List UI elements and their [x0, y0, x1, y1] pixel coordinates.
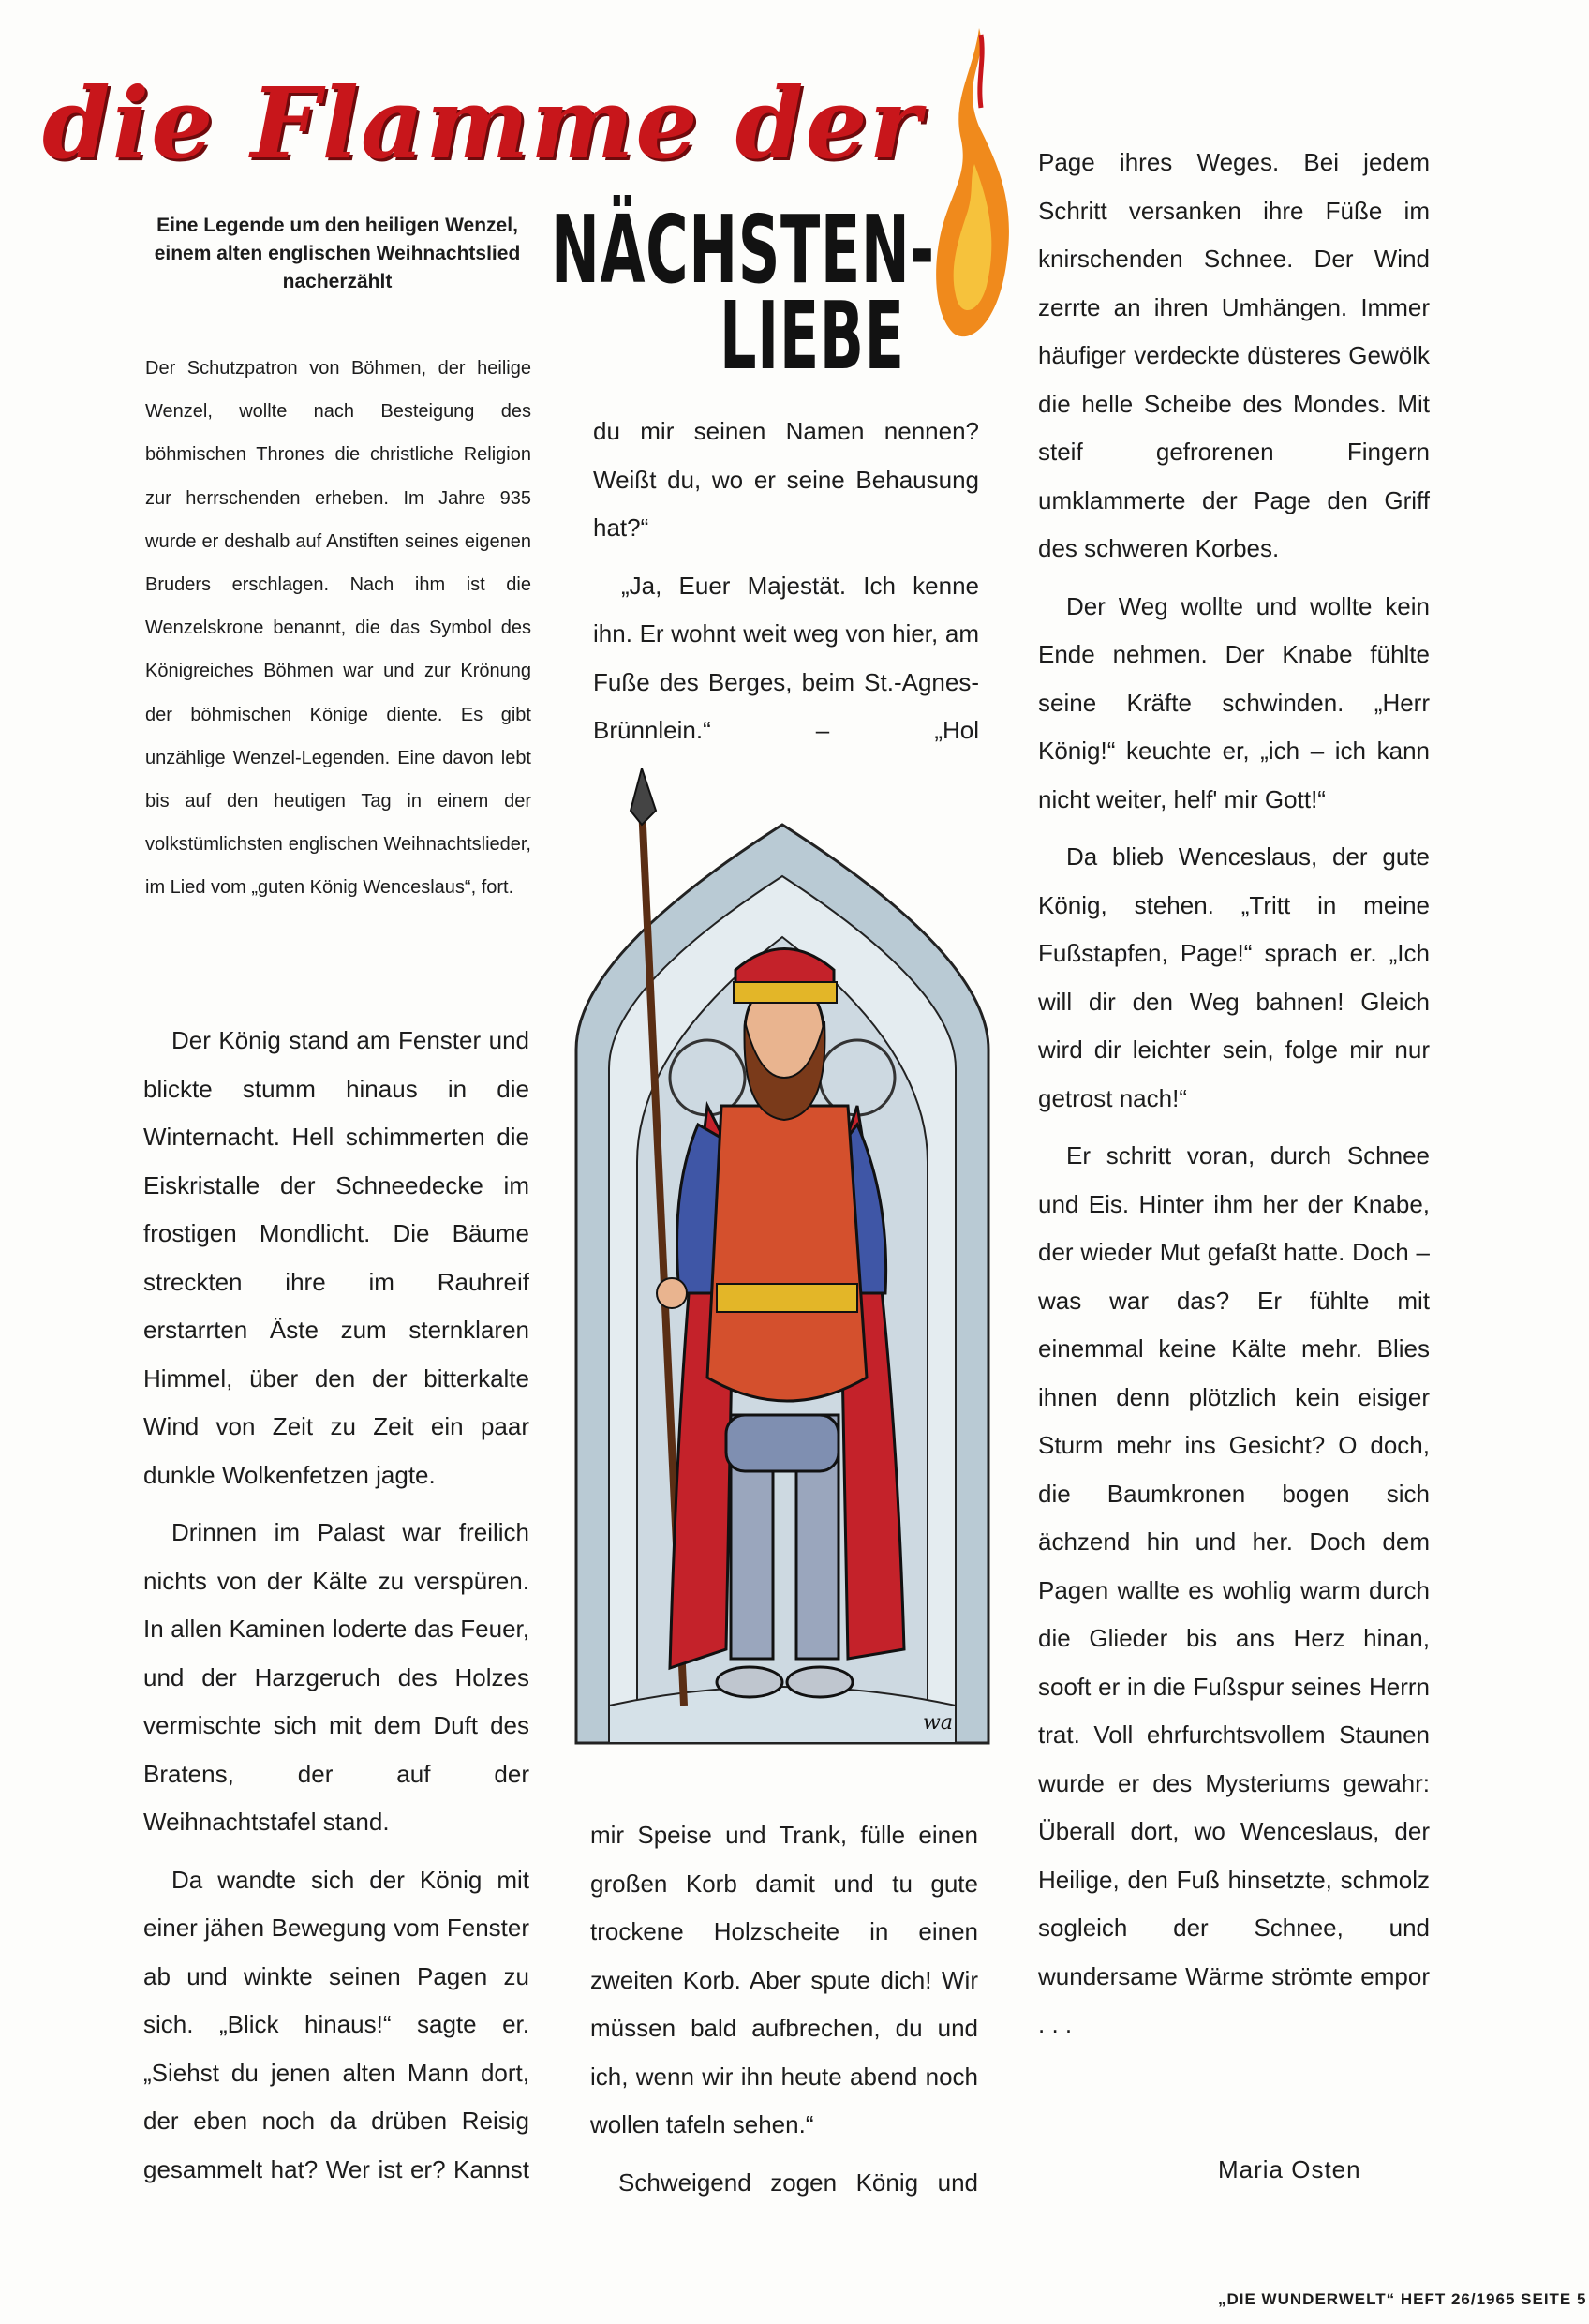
paragraph: „Ja, Euer Majestät. Ich kenne ihn. Er wohnt weit weg von hier, am Fuße des Berges, beim St.-Agnes-Brünnlein.“ – „Hol	[593, 571, 979, 744]
author-name: Maria Osten	[1218, 2155, 1361, 2183]
column-2-top	[593, 408, 979, 765]
column-3	[1038, 139, 1430, 2059]
paragraph: Er schritt voran, durch Schnee und Eis. Hinter ihm her der Knabe, der wieder Mut gefaßt hatte. Doch – was war das? Er fühlte mit einemmal keine Kälte mehr. Blies ihnen denn plötzlich kein eisiger Sturm mehr ins Gesicht? O doch, die Baumkronen bogen sich ächzend hin und her. Doch dem Pagen wallte es wohlig warm durch die Glieder bis ans Herz hinan, sooft er in die Fußspur seines Herrn trat. Voll ehrfurchtsvollem Staunen wurde er des Mysteriums gewahr: Überall dort, wo Wenceslaus, der Heilige, den Fuß hinsetzte, schmolz sogleich der Schnee, und wundersame Wärme strömte empor . . .	[1038, 1141, 1430, 2038]
paragraph: Der König stand am Fenster und blickte stumm hinaus in die Winternacht. Hell schimmerten die Eiskristalle der Schneedecke im frostigen Mondlicht. Die Bäume streckten ihre im Rauhreif erstarrten Äste zum sternklaren Himmel, über den der bitterkalte Wind von Zeit zu Zeit ein paar dunkle Wolkenfetzen jagte.	[143, 1026, 529, 1489]
page-footer: „DIE WUNDERWELT“ HEFT 26/1965 SEITE 5	[1218, 2290, 1587, 2308]
column-2-bottom	[590, 1811, 978, 2216]
paragraph: mir Speise und Trank, fülle einen großen Korb damit und tu gute trockene Holzscheite in einen zweiten Korb. Aber spute dich! Wir müssen bald aufbrechen, du und ich, wenn wir ihn heute abend noch wollen tafeln sehen.“	[590, 1821, 978, 2138]
title-script: die Flamme der	[42, 66, 923, 181]
paragraph: du mir seinen Namen nennen? Weißt du, wo er seine Behausung hat?“	[593, 417, 979, 542]
paragraph: Da wandte sich der König mit einer jähen Bewegung vom Fenster ab und winkte seinen Pagen zu sich. „Blick hinaus!“ sagte er. „Siehst du jenen alten Mann dort, der eben noch da drüben Reisig gesammelt hat? Wer ist er? Kannst	[143, 1865, 529, 2183]
paragraph: Page ihres Weges. Bei jedem Schritt versanken ihre Füße im knirschenden Schnee. Der Wind zerrte an ihren Umhängen. Immer häufiger verdeckte düsteres Gewölk die helle Scheibe des Mondes. Mit steif gefrorenen Fingern umklammerte der Page den Griff des schweren Korbes.	[1038, 148, 1430, 562]
title-line-1: NÄCHSTEN-	[551, 195, 935, 305]
intro-paragraph: Der Schutzpatron von Böhmen, der heilige Wenzel, wollte nach Besteigung des böhmischen Thrones die christliche Religion zur herrschenden erheben. Im Jahre 935 wurde er deshalb auf Anstiften seines eigenen Bruders erschlagen. Nach ihm ist die Wenzelskrone benannt, die das Symbol des Königreiches Böhmen war und zur Krönung der böhmischen Könige diente. Es gibt unzählige Wenzel-Legenden. Eine davon lebt bis auf den heutigen Tag in einem der volkstümlichsten englischen Weihnachtslieder, im Lied vom „guten König Wenceslaus“, fort.	[145, 358, 531, 899]
title-line-2: LIEBE	[720, 281, 905, 391]
king-wenceslaus-illustration	[567, 768, 998, 1762]
paragraph: Da blieb Wenceslaus, der gute König, stehen. „Tritt in meine Fußstapfen, Page!“ sprach er. „Ich will dir den Weg bahnen! Gleich wird dir leichter sein, folge mir nur getrost nach!“	[1038, 842, 1430, 1112]
paragraph: Der Weg wollte und wollte kein Ende nehmen. Der Knabe fühlte seine Kräfte schwinden. „Herr König!“ keuchte er, „ich – ich kann nicht weiter, helf' mir Gott!“	[1038, 591, 1430, 813]
column-1	[143, 1017, 529, 2203]
paragraph: Drinnen im Palast war freilich nichts von der Kälte zu verspüren. In allen Kaminen loderte das Feuer, und der Harzgeruch des Holzes vermischte sich mit dem Duft des Bratens, der auf der Weihnachtstafel stand.	[143, 1518, 529, 1836]
subtitle: Eine Legende um den heiligen Wenzel, einem alten englischen Weihnachtslied nacherzählt	[154, 215, 521, 292]
paragraph: Schweigend zogen König und	[618, 2168, 978, 2197]
flame-icon	[932, 23, 1017, 361]
illustration-signature: wa	[923, 1711, 953, 1735]
